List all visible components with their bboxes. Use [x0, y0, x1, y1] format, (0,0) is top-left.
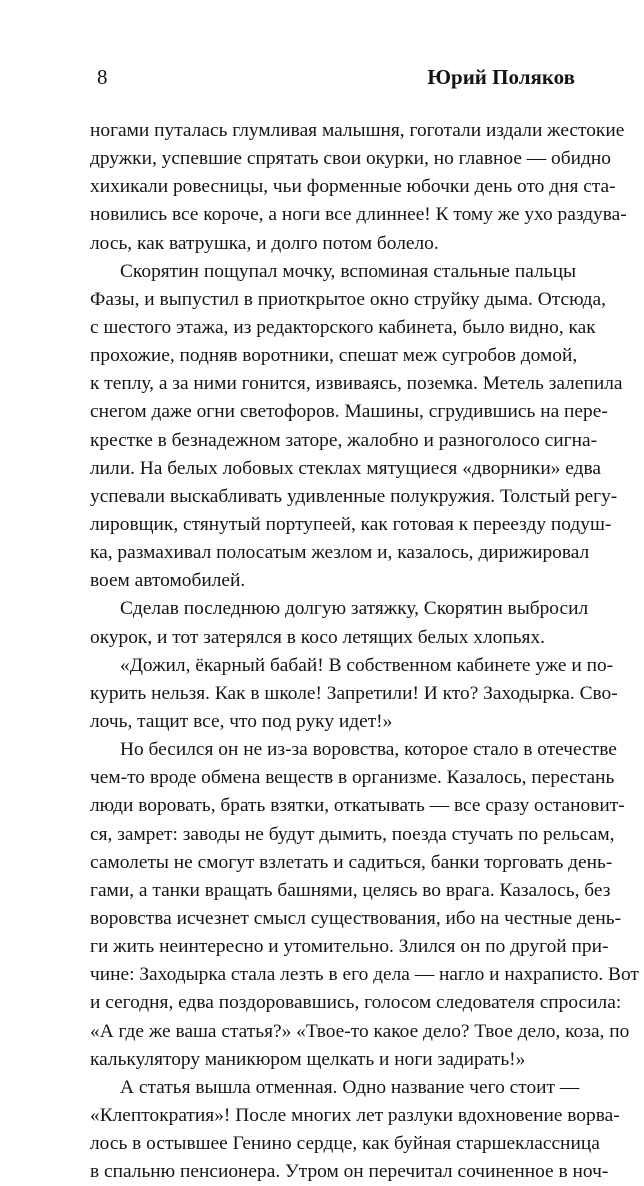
body-text [90, 117, 639, 1186]
text-line: лось в остывшее Генино сердце, как буйная старшеклассница [90, 1133, 600, 1155]
text-line: воем автомобилей. [90, 570, 246, 592]
text-line: с шестого этажа, из редакторского кабинета, было видно, как [90, 316, 596, 338]
text-line: прохожие, подняв воротники, спешат меж сугробов домой, [90, 345, 578, 367]
text-line: снегом даже огни светофоров. Машины, сгрудившись на пере- [90, 401, 608, 423]
text-line: чине: Заходырка стала лезть в его дела — нагло и нахраписто. Вот [90, 964, 639, 986]
text-line: гами, а танки вращать башнями, целясь во врага. Казалось, без [90, 879, 611, 901]
text-line: крестке в безнадежном заторе, жалобно и разноголосо сигна- [90, 429, 598, 451]
text-line: ги жить неинтересно и утомительно. Злился он по другой при- [90, 936, 609, 958]
text-line: ка, размахивал полосатым жезлом и, казалось, дирижировал [90, 542, 590, 564]
text-line: в спальню пенсионера. Утром он перечитал сочиненное в ноч- [90, 1161, 609, 1183]
text-line: лочь, тащит все, что под руку идет!» [90, 710, 393, 732]
running-head-author: Юрий Поляков [427, 65, 575, 89]
text-line: хихикали ровесницы, чьи форменные юбочки день ото дня ста- [90, 176, 616, 198]
text-line: «А где же ваша статья?» «Твое-то какое дело? Твое дело, коза, по [90, 1020, 630, 1042]
text-line: самолеты не смогут взлетать и садиться, банки торговать день- [90, 851, 613, 873]
text-line: А статья вышла отменная. Одно название чего стоит — [120, 1076, 580, 1098]
text-line: чем-то вроде обмена веществ в организме. Казалось, перестань [90, 767, 615, 789]
text-line: окурок, и тот затерялся в косо летящих белых хлопьях. [90, 626, 546, 648]
text-line: люди воровать, брать взятки, откатывать — все сразу остановит- [90, 795, 625, 817]
page-number: 8 [97, 65, 108, 89]
text-line: успевали выскабливать удивленные полукружия. Толстый регу- [90, 485, 618, 507]
text-line: лировщик, стянутый портупеей, как готовая к переезду подуш- [90, 513, 612, 535]
text-line: калькулятору маникюром щелкать и ноги задирать!» [90, 1048, 526, 1070]
text-line: «Дожил, ёкарный бабай! В собственном кабинете уже и по- [120, 654, 614, 676]
text-line: воровства исчезнет смысл существования, ибо на честные день- [90, 907, 622, 929]
text-line: Но бесился он не из-за воровства, которое стало в отечестве [120, 739, 617, 761]
text-line: лось, как ватрушка, и долго потом болело. [90, 232, 439, 254]
text-line: курить нельзя. Как в школе! Запретили! И кто? Заходырка. Сво- [90, 682, 618, 704]
text-line: лили. На белых лобовых стеклах мятущиеся «дворники» едва [90, 457, 601, 479]
text-line: ся, замрет: заводы не будут дымить, поезда стучать по рельсам, [90, 823, 615, 845]
text-line: ногами путалась глумливая малышня, гоготали издали жестокие [90, 120, 625, 141]
text-line: «Клептократия»! После многих лет разлуки вдохновение ворва- [90, 1104, 620, 1126]
text-line: и сегодня, едва поздоровавшись, голосом следователя спросила: [90, 992, 622, 1014]
text-line: к теплу, а за ними гонится, извиваясь, поземка. Метель залепила [90, 373, 623, 395]
text-line: дружки, успевшие спрятать свои окурки, но главное — обидно [90, 148, 611, 170]
text-line: Фазы, и выпустил в приоткрытое окно струйку дыма. Отсюда, [90, 288, 606, 310]
text-line: Сделав последнюю долгую затяжку, Скорятин выбросил [120, 598, 589, 620]
text-line: Скорятин пощупал мочку, вспоминая стальные пальцы [120, 260, 576, 282]
text-line: новились все короче, а ноги все длиннее! К тому же ухо раздува- [90, 204, 627, 226]
